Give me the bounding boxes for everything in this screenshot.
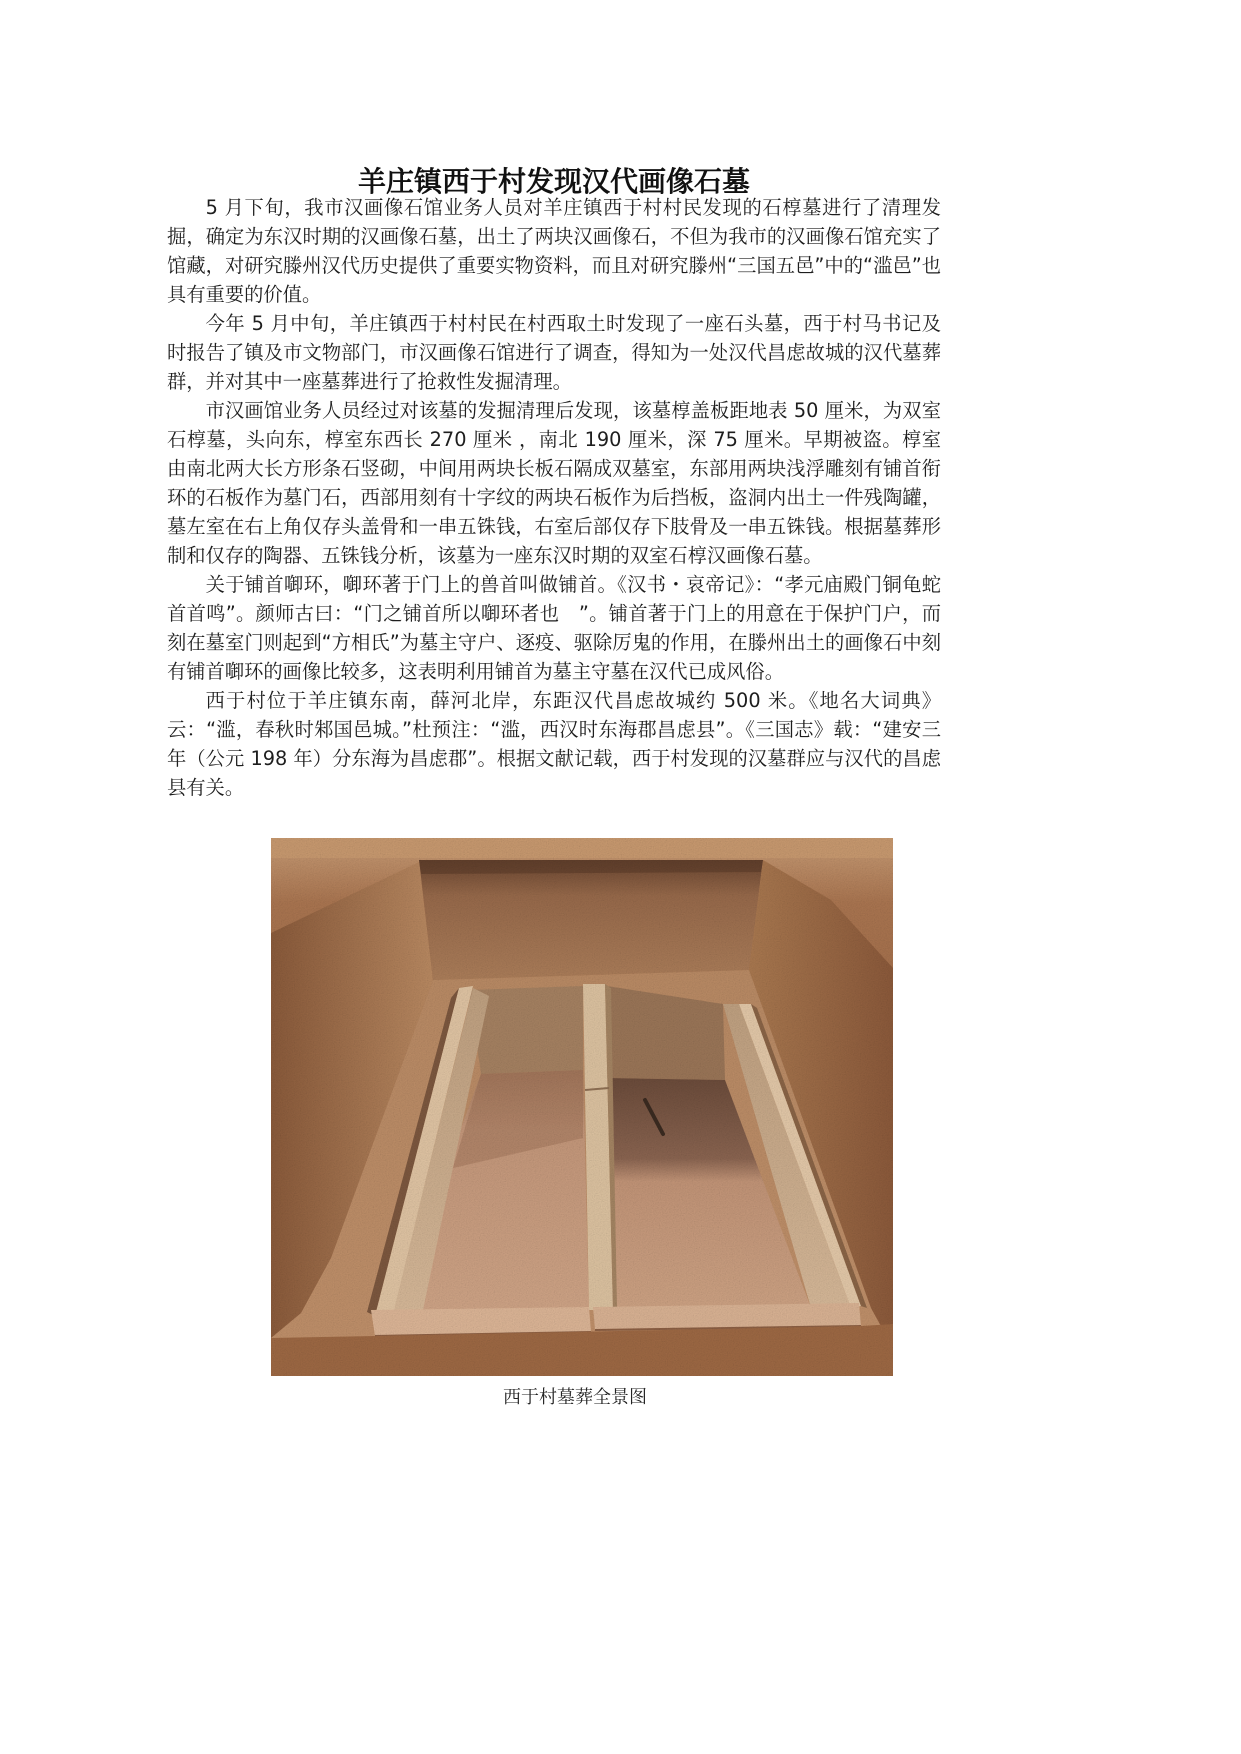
paragraph: 关于铺首啣环，啣环著于门上的兽首叫做铺首。《汉书・哀帝记》：“孝元庙殿门铜龟蛇首首鸣”。颜师古曰：“门之铺首所以啣环者也 ”。铺首著于门上的用意在于保护门户，而刻在墓室门则起到“方相氏”为墓主守户、逐疫、驱除厉鬼的作用，在滕州出土的画像石中刻有铺首啣环的画像比较多，这表明利用铺首为墓主守墓在汉代已成风俗。: [167, 573, 941, 683]
tomb-excavation-photo: [271, 838, 893, 1376]
paragraph: 市汉画馆业务人员经过对该墓的发掘清理后发现，该墓椁盖板距地表 50 厘米，为双室石椁墓，头向东，椁室东西长 270 厘米 ，南北 190 厘米，深 75 厘米。早期被盗。椁室由南北两大长方形条石竖砌，中间用两块长板石隔成双墓室，东部用两块浅浮雕刻有铺首衔环的石板作为墓门石，西部用刻有十字纹的两块石板作为后挡板，盗洞内出土一件残陶罐，墓左室在右上角仅存头盖骨和一串五铢钱，右室后部仅存下肢骨及一串五铢钱。根据墓葬形制和仅存的陶器、五铢钱分析，该墓为一座东汉时期的双室石椁汉画像石墓。: [167, 399, 941, 567]
figure-caption: 西于村墓葬全景图: [503, 1387, 647, 1408]
photo-illustration: [271, 838, 893, 1376]
document-title: 羊庄镇西于村发现汉代画像石墓: [357, 164, 750, 198]
paragraph: 今年 5 月中旬，羊庄镇西于村村民在村西取土时发现了一座石头墓，西于村马书记及时报告了镇及市文物部门，市汉画像石馆进行了调查，得知为一处汉代昌虑故城的汉代墓葬群，并对其中一座墓葬进行了抢救性发掘清理。: [167, 312, 941, 393]
article-body: [167, 193, 941, 802]
paragraph: 西于村位于羊庄镇东南，薛河北岸，东距汉代昌虑故城约 500 米。《地名大词典》云：“滥，春秋时邾国邑城。”杜预注：“滥，西汉时东海郡昌虑县”。《三国志》载：“建安三年（公元 198 年）分东海为昌虑郡”。根据文献记载，西于村发现的汉墓群应与汉代的昌虑县有关。: [167, 689, 941, 799]
photo-grain: [271, 838, 893, 1376]
paragraph: 5 月下旬，我市汉画像石馆业务人员对羊庄镇西于村村民发现的石椁墓进行了清理发掘，确定为东汉时期的汉画像石墓，出土了两块汉画像石，不但为我市的汉画像石馆充实了馆藏，对研究滕州汉代历史提供了重要实物资料，而且对研究滕州“三国五邑”中的“滥邑”也具有重要的价值。: [167, 196, 941, 306]
